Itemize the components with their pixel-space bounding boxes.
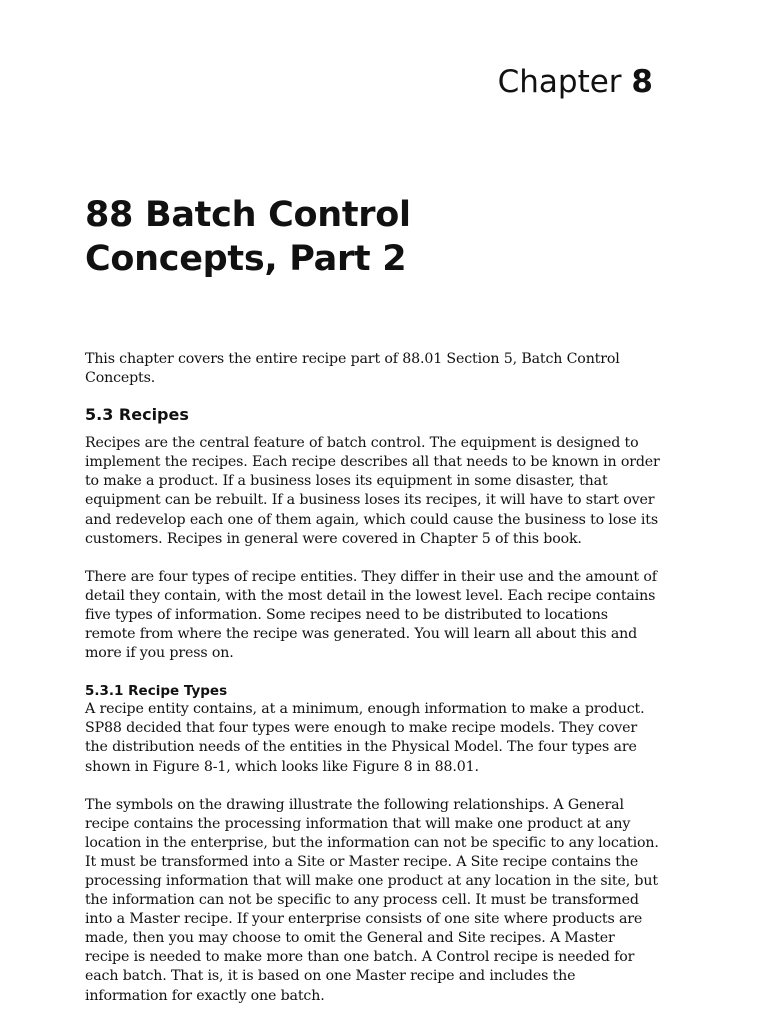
subsection-paragraph-2: The symbols on the drawing illustrate the following relationships. A General recipe contains the processing information that will make one product at any location in the enterprise, but the information can not be specific to any location. It must be transformed into a Site or Master recipe. A Site recipe contains the processing information that will make one product at any location in the site, but the information can not be specific to any process cell. It must be transformed into a Master recipe. If your enterprise consists of one site where products are made, then you may choose to omit the General and Site recipes. A Master recipe is needed to make more than one batch. A Control recipe is needed for each batch. That is, it is based on one Master recipe and includes the information for exactly one batch. bbox=[85, 796, 659, 1004]
body-text bbox=[85, 350, 660, 1006]
subsection-heading: 5.3.1 Recipe Types bbox=[85, 683, 228, 700]
chapter-title-line-1: 88 Batch Control bbox=[85, 195, 411, 235]
section-heading: 5.3 Recipes bbox=[85, 405, 189, 425]
chapter-title-line-2: Concepts, Part 2 bbox=[85, 239, 407, 279]
subsection-paragraph-1: A recipe entity contains, at a minimum, enough information to make a product. SP88 decided that four types were enough to make recipe models. They cover the distribution needs of the entities in the Physical Model. The four types are shown in Figure 8-1, which looks like Figure 8 in 88.01. bbox=[85, 701, 645, 775]
intro-paragraph: This chapter covers the entire recipe part of 88.01 Section 5, Batch Control Concepts. bbox=[85, 351, 620, 387]
chapter-word: Chapter bbox=[497, 64, 622, 100]
chapter-title bbox=[85, 193, 685, 281]
chapter-number: 8 bbox=[631, 64, 653, 100]
section-paragraph-2: There are four types of recipe entities. They differ in their use and the amount of detail they contain, with the most detail in the lowest level. Each recipe contains five types of information. Some recipes need to be distributed to locations remote from where the recipe was generated. You will learn all about this and more if you press on. bbox=[85, 568, 657, 662]
section-paragraph-1: Recipes are the central feature of batch control. The equipment is designed to implement the recipes. Each recipe describes all that needs to be known in order to make a product. If a business loses its equipment in some disaster, that equipment can be rebuilt. If a business loses its recipes, it will have to start over and redevelop each one of them again, which could cause the business to lose its customers. Recipes in general were covered in Chapter 5 of this book. bbox=[85, 435, 660, 547]
chapter-label bbox=[498, 64, 653, 100]
